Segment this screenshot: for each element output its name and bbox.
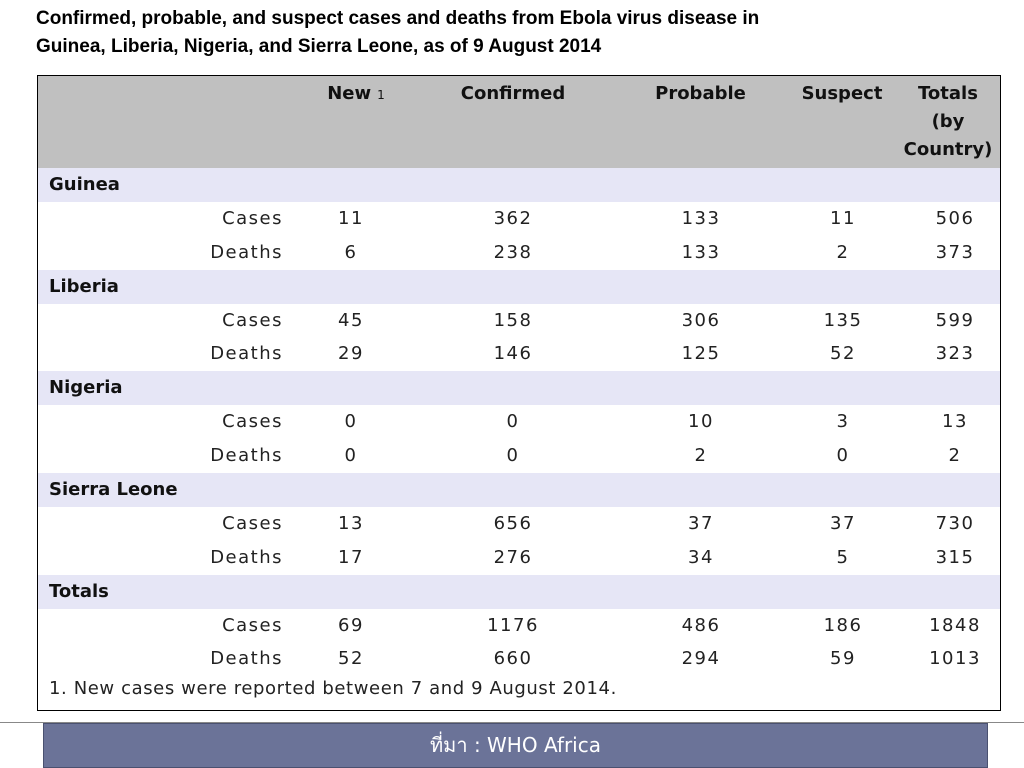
table-cell: 11 xyxy=(830,207,856,229)
group-row xyxy=(38,371,1000,405)
row-label: Cases xyxy=(222,614,283,636)
table-body xyxy=(38,168,1000,676)
table-cell: 373 xyxy=(935,241,975,263)
group-name: Sierra Leone xyxy=(49,479,178,501)
header-new-footnote: 1 xyxy=(377,88,385,102)
row-label: Deaths xyxy=(210,343,283,365)
table-cell: 69 xyxy=(338,614,364,636)
table-row xyxy=(38,541,1000,575)
table-cell: 2 xyxy=(836,241,850,263)
table-cell: 276 xyxy=(493,546,533,568)
table-row xyxy=(38,405,1000,439)
table-header xyxy=(38,76,1000,168)
table-cell: 660 xyxy=(493,648,533,670)
table-cell: 656 xyxy=(493,512,533,534)
table-cell: 2 xyxy=(948,445,962,467)
table-cell: 6 xyxy=(344,241,358,263)
group-name: Guinea xyxy=(49,174,120,195)
table-cell: 0 xyxy=(344,445,358,467)
table-row xyxy=(38,439,1000,473)
row-label: Deaths xyxy=(210,445,283,467)
table-cell: 135 xyxy=(823,309,863,331)
table-cell: 362 xyxy=(493,207,533,229)
table-cell: 17 xyxy=(338,546,364,568)
table-row xyxy=(38,202,1000,236)
header-new: New 1 xyxy=(327,83,385,104)
table-cell: 3 xyxy=(836,411,850,433)
table-cell: 52 xyxy=(338,648,364,670)
row-label: Deaths xyxy=(210,241,283,263)
row-label: Cases xyxy=(222,207,283,229)
table-row xyxy=(38,642,1000,676)
table-cell: 0 xyxy=(344,411,358,433)
table-cell: 294 xyxy=(681,648,721,670)
group-name: Liberia xyxy=(49,275,119,297)
table-cell: 1013 xyxy=(929,648,981,670)
table-cell: 186 xyxy=(823,614,863,636)
table-cell: 37 xyxy=(830,512,856,534)
row-label: Deaths xyxy=(210,648,283,670)
table-cell: 13 xyxy=(942,411,968,433)
table-cell: 133 xyxy=(681,241,721,263)
title-line-1: Confirmed, probable, and suspect cases and deaths from Ebola virus disease in xyxy=(36,8,760,29)
source-banner: ที่มา : WHO Africa xyxy=(43,723,988,768)
group-row xyxy=(38,168,1000,202)
ebola-cases-table xyxy=(37,75,1001,711)
table-cell: 29 xyxy=(338,343,364,365)
header-suspect: Suspect xyxy=(801,83,883,104)
table-cell: 52 xyxy=(830,343,856,365)
table-cell: 146 xyxy=(493,343,533,365)
table-row xyxy=(38,507,1000,541)
table-row xyxy=(38,236,1000,270)
group-row xyxy=(38,473,1000,507)
title-line-2: Guinea, Liberia, Nigeria, and Sierra Leone, as of 9 August 2014 xyxy=(36,36,602,57)
row-label: Deaths xyxy=(210,546,283,568)
header-totals: Totals (by Country) xyxy=(903,83,993,160)
table-cell: 158 xyxy=(493,309,533,331)
group-row xyxy=(38,575,1000,609)
table-cell: 5 xyxy=(836,546,850,568)
table-cell: 0 xyxy=(506,411,520,433)
table-cell: 125 xyxy=(681,343,721,365)
row-label: Cases xyxy=(222,309,283,331)
table-cell: 34 xyxy=(688,546,714,568)
header-probable: Probable xyxy=(655,83,746,104)
table-cell: 13 xyxy=(338,512,364,534)
table-cell: 1176 xyxy=(487,614,539,636)
table-cell: 599 xyxy=(935,309,975,331)
group-name: Totals xyxy=(49,580,109,602)
row-label: Cases xyxy=(222,512,283,534)
table-cell: 10 xyxy=(688,411,714,433)
table-cell: 2 xyxy=(694,445,708,467)
table-cell: 59 xyxy=(830,648,856,670)
table-cell: 133 xyxy=(681,207,721,229)
table-row xyxy=(38,337,1000,371)
row-label: Cases xyxy=(222,411,283,433)
table-cell: 45 xyxy=(338,309,364,331)
table-cell: 486 xyxy=(681,614,721,636)
table-cell: 11 xyxy=(338,207,364,229)
table-row xyxy=(38,609,1000,643)
table-cell: 238 xyxy=(493,241,533,263)
table-cell: 0 xyxy=(506,445,520,467)
table-cell: 506 xyxy=(935,207,975,229)
table-cell: 1848 xyxy=(929,614,981,636)
table-cell: 315 xyxy=(935,546,975,568)
group-name: Nigeria xyxy=(49,377,123,399)
page-title xyxy=(36,5,996,61)
table-cell: 37 xyxy=(688,512,714,534)
table-footnote: 1. New cases were reported between 7 and 9 August 2014. xyxy=(49,678,617,699)
table-cell: 730 xyxy=(935,512,975,534)
table-cell: 306 xyxy=(681,309,721,331)
table-cell: 0 xyxy=(836,445,850,467)
table-row xyxy=(38,304,1000,338)
group-row xyxy=(38,270,1000,304)
header-confirmed: Confirmed xyxy=(460,83,566,104)
table-cell: 323 xyxy=(935,343,975,365)
